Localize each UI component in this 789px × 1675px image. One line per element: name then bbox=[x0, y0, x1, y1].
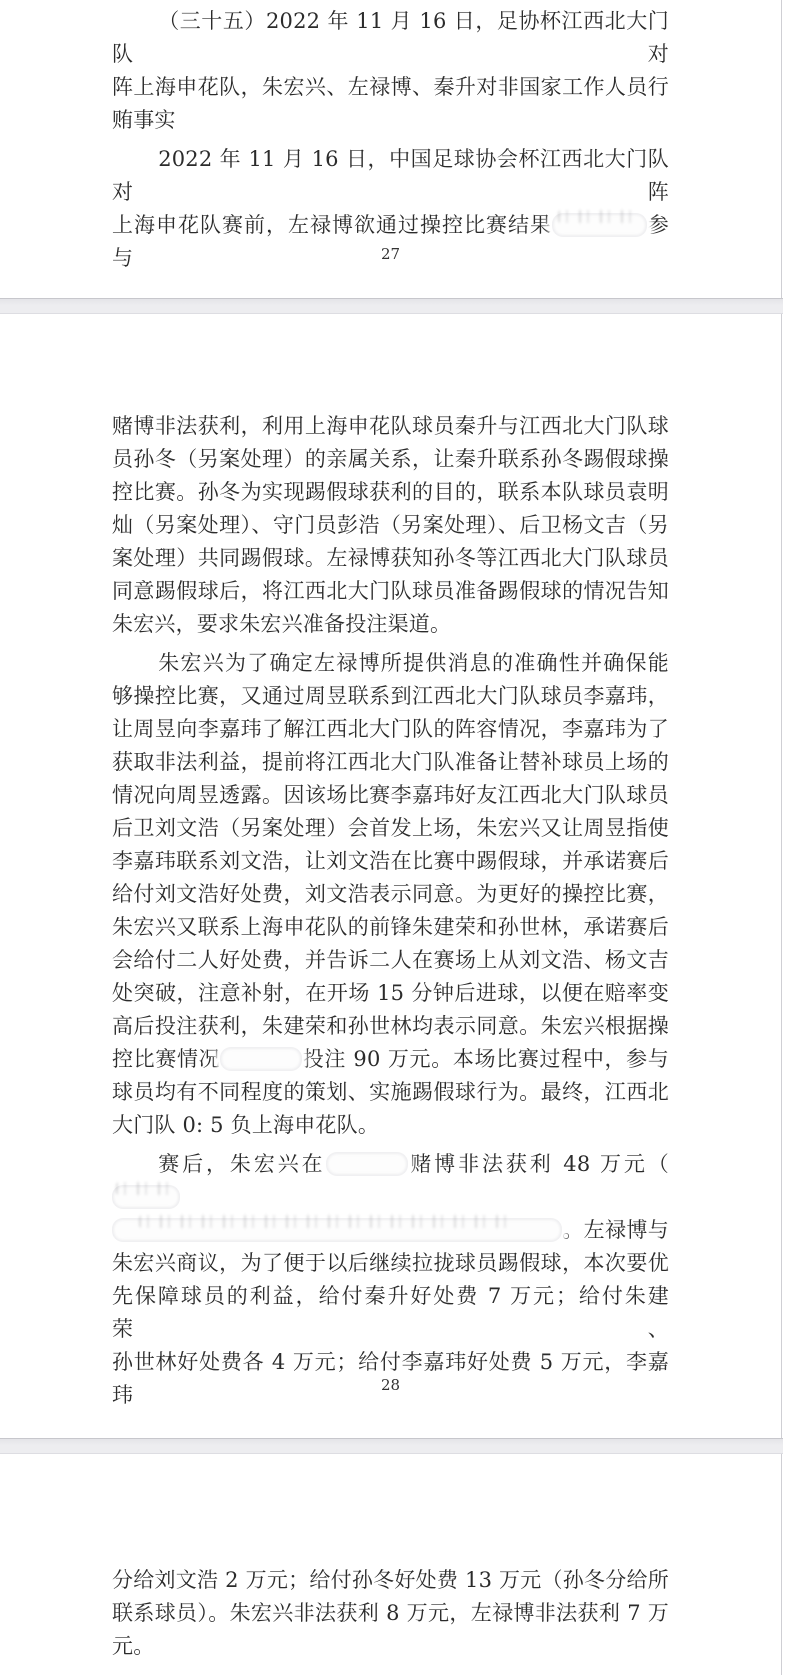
text-line bbox=[112, 647, 669, 680]
text-segment: 获取非法利益，提前将江西北大门队准备让替补球员上场的 bbox=[112, 750, 669, 774]
text-segment: 阵上海申花队，朱宏兴、左禄博、秦升对非国家工作人员行 bbox=[112, 75, 669, 99]
text-line bbox=[112, 944, 669, 977]
text-segment: 分给刘文浩 2 万元；给付孙冬好处费 13 万元（孙冬分给所 bbox=[112, 1568, 669, 1592]
text-segment: 灿（另案处理）、守门员彭浩（另案处理）、后卫杨文吉（另 bbox=[112, 513, 669, 537]
text-segment: 李嘉玮联系刘文浩，让刘文浩在比赛中踢假球，并承诺赛后 bbox=[112, 849, 669, 873]
document-page-28 bbox=[0, 314, 782, 1438]
text-line bbox=[112, 1280, 669, 1346]
text-line bbox=[112, 812, 669, 845]
text-segment: 后卫刘文浩（另案处理）会首发上场，朱宏兴又让周昱指使 bbox=[112, 816, 669, 840]
redaction-blur bbox=[112, 1185, 180, 1209]
page-text-block bbox=[0, 1454, 781, 1663]
redaction-blur bbox=[112, 1218, 562, 1242]
redaction-blur bbox=[552, 213, 647, 237]
text-segment: 投注 90 万元。本场比赛过程中，参与 bbox=[302, 1047, 670, 1071]
text-line bbox=[112, 1630, 669, 1663]
text-line bbox=[112, 410, 669, 443]
page-number: 27 bbox=[380, 245, 401, 263]
text-segment: 2022 年 11 月 16 日，中国足球协会杯江西北大门队对阵 bbox=[112, 147, 669, 204]
text-line bbox=[112, 1010, 669, 1043]
text-line bbox=[112, 1109, 669, 1142]
text-segment: 同意踢假球后，将江西北大门队球员准备踢假球的情况告知 bbox=[112, 579, 669, 603]
text-segment: 朱宏兴，要求朱宏兴准备投注渠道。 bbox=[112, 612, 452, 636]
text-segment: 案处理）共同踢假球。左禄博获知孙冬等江西北大门队球员 bbox=[112, 546, 669, 570]
text-line bbox=[112, 845, 669, 878]
text-line bbox=[112, 977, 669, 1010]
text-line bbox=[112, 779, 669, 812]
text-segment: 让周昱向李嘉玮了解江西北大门队的阵容情况，李嘉玮为了 bbox=[112, 717, 669, 741]
text-line bbox=[112, 713, 669, 746]
text-segment: 控比赛。孙冬为实现踢假球获利的目的，联系本队球员袁明 bbox=[112, 480, 669, 504]
text-line bbox=[112, 509, 669, 542]
page-gap bbox=[0, 1438, 783, 1454]
text-segment: 大门队 0: 5 负上海申花队。 bbox=[112, 1113, 380, 1137]
text-segment: （三十五）2022 年 11 月 16 日，足协杯江西北大门队对 bbox=[112, 9, 669, 66]
text-line bbox=[112, 1214, 669, 1247]
text-segment: 会给付二人好处费，并告诉二人在赛场上从刘文浩、杨文吉 bbox=[112, 948, 669, 972]
text-line bbox=[112, 104, 669, 137]
text-line bbox=[112, 476, 669, 509]
text-line bbox=[112, 1043, 669, 1076]
text-line bbox=[112, 1148, 669, 1214]
document-page-27 bbox=[0, 0, 782, 298]
text-segment: 情况向周昱透露。因该场比赛李嘉玮好友江西北大门队球员 bbox=[112, 783, 669, 807]
redaction-blur bbox=[220, 1047, 302, 1071]
text-segment: 够操控比赛，又通过周昱联系到江西北大门队球员李嘉玮， bbox=[112, 684, 669, 708]
text-segment: 赛后，朱宏兴在 bbox=[158, 1152, 326, 1176]
text-line bbox=[112, 608, 669, 641]
text-line bbox=[112, 1564, 669, 1597]
text-line bbox=[112, 1247, 669, 1280]
page-text-block bbox=[0, 0, 781, 275]
text-segment: 处突破，注意补射，在开场 15 分钟后进球，以便在赔率变 bbox=[112, 981, 669, 1005]
text-line bbox=[112, 911, 669, 944]
document-page-29 bbox=[0, 1454, 782, 1675]
text-line bbox=[112, 680, 669, 713]
text-segment: 朱宏兴又联系上海申花队的前锋朱建荣和孙世林，承诺赛后 bbox=[112, 915, 669, 939]
text-line bbox=[112, 746, 669, 779]
text-segment: 高后投注获利，朱建荣和孙世林均表示同意。朱宏兴根据操 bbox=[112, 1014, 669, 1038]
text-segment: 上海申花队赛前，左禄博欲通过操控比赛结果 bbox=[112, 213, 552, 237]
text-segment: 员孙冬（另案处理）的亲属关系，让秦升联系孙冬踢假球操 bbox=[112, 447, 669, 471]
text-line bbox=[112, 5, 669, 71]
scrollbar-gutter bbox=[783, 0, 789, 1659]
text-segment: 赌博非法获利，利用上海申花队球员秦升与江西北大门队球 bbox=[112, 414, 669, 438]
text-segment: 先保障球员的利益，给付秦升好处费 7 万元；给付朱建荣、 bbox=[112, 1284, 669, 1341]
text-segment: 参与 bbox=[112, 213, 669, 270]
text-line bbox=[112, 1597, 669, 1630]
text-line bbox=[112, 542, 669, 575]
text-segment: 给付刘文浩好处费，刘文浩表示同意。为更好的操控比赛， bbox=[112, 882, 669, 906]
text-segment: 朱宏兴为了确定左禄博所提供消息的准确性并确保能 bbox=[158, 651, 669, 675]
redaction-blur bbox=[326, 1152, 408, 1176]
page-gap bbox=[0, 298, 783, 314]
text-line bbox=[112, 143, 669, 209]
text-line bbox=[112, 575, 669, 608]
text-segment: 孙世林好处费各 4 万元；给付李嘉玮好处费 5 万元，李嘉玮 bbox=[112, 1350, 669, 1407]
text-segment: 球员均有不同程度的策划、实施踢假球行为。最终，江西北 bbox=[112, 1080, 669, 1104]
text-line bbox=[112, 209, 669, 275]
text-line bbox=[112, 878, 669, 911]
text-segment: 朱宏兴商议，为了便于以后继续拉拢球员踢假球，本次要优 bbox=[112, 1251, 669, 1275]
text-segment: 元。 bbox=[112, 1634, 155, 1658]
text-line bbox=[112, 443, 669, 476]
text-line bbox=[112, 71, 669, 104]
text-segment: 贿事实 bbox=[112, 108, 176, 132]
text-segment: 联系球员）。朱宏兴非法获利 8 万元，左禄博非法获利 7 万 bbox=[112, 1601, 669, 1625]
text-segment: 赌博非法获利 48 万元（ bbox=[407, 1152, 670, 1176]
page-text-block bbox=[0, 314, 781, 1412]
text-segment: 。左禄博与 bbox=[562, 1218, 669, 1242]
text-line bbox=[112, 1076, 669, 1109]
page-number: 28 bbox=[380, 1376, 401, 1394]
text-segment: 控比赛情况 bbox=[112, 1047, 221, 1071]
